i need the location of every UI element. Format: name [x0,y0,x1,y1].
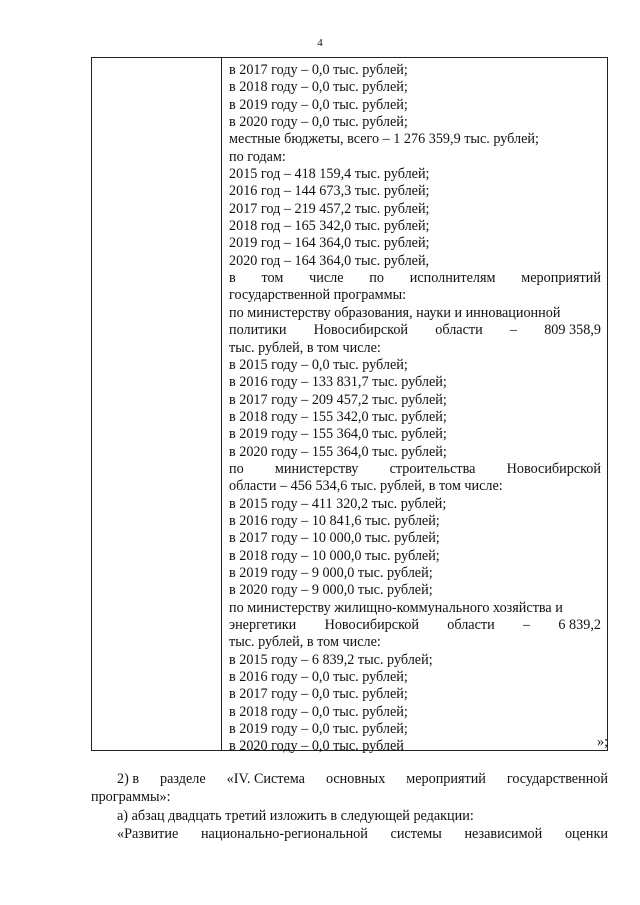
table-line-word: министерству [274,460,359,477]
table-line: 2015 год – 418 159,4 тыс. рублей; [229,166,430,183]
paragraph-word: национально-региональной [200,826,368,842]
table-line: в 2017 году – 0,0 тыс. рублей; [229,62,408,78]
table-line: в 2020 году – 9 000,0 тыс. рублей; [229,582,433,599]
table-line: в 2015 году – 411 320,2 тыс. рублей; [229,495,447,512]
table-left-cell [92,58,222,750]
table-line: 2017 год – 219 457,2 тыс. рублей; [229,200,430,217]
page-number: 4 [317,37,323,49]
table-line-word: числе [309,270,344,287]
paragraph-word: основных [325,771,386,787]
paragraph-word: разделе [160,771,206,787]
table-line: государственной программы: [229,287,407,304]
table-line: в 2017 году – 10 000,0 тыс. рублей; [229,530,440,547]
table-closing-mark: »; [597,734,609,750]
table-line [229,322,601,339]
paragraph-quote-line-1 [117,826,608,843]
table-line: в 2019 году – 0,0 тыс. рублей; [229,721,408,738]
table-line [229,461,601,478]
table-line: по годам: [229,148,286,165]
table-line: в 2020 году – 0,0 тыс. рублей; [229,114,408,131]
table-line [229,270,601,287]
paragraph-word: «IV. Система [226,771,305,787]
table-line: в 2018 году – 0,0 тыс. рублей; [229,703,408,720]
table-line: в 2019 году – 155 364,0 тыс. рублей; [229,426,447,443]
table-line-word: по [229,460,244,477]
table-line: в 2017 году – 209 457,2 тыс. рублей; [229,391,447,408]
table-line: в 2015 году – 0,0 тыс. рублей; [229,356,408,373]
table-line-word: политики [229,322,287,339]
table-line-word: энергетики [229,617,297,633]
table-line: области – 456 534,6 тыс. рублей, в том числе: [229,478,503,495]
table-line: по министерству образования, науки и инновационной [229,304,561,321]
table-line-word: области [447,617,495,633]
table-line-word: области [435,322,483,339]
table-line [229,617,601,634]
paragraph-subitem-a: а) абзац двадцать третий изложить в следующей редакции: [117,808,474,824]
table-line: в 2017 году – 0,0 тыс. рублей; [229,686,408,703]
table-line-word: исполнителям [409,270,496,287]
table-line: в 2016 году – 133 831,7 тыс. рублей; [229,374,447,391]
table-line-word: Новосибирской [506,460,601,477]
table-line: в 2018 году – 10 000,0 тыс. рублей; [229,547,440,564]
table-line-word: – [509,322,517,339]
paragraph-word: мероприятий [406,771,486,787]
paragraph-word: оценки [564,826,608,842]
paragraph-word: независимой [464,826,543,842]
table-line-word: 809 358,9 [544,322,601,339]
paragraph-word: «Развитие [117,826,179,842]
table-line: 2020 год – 164 364,0 тыс. рублей, [229,252,430,269]
table-line: 2019 год – 164 364,0 тыс. рублей; [229,235,430,252]
table-line: в 2015 году – 6 839,2 тыс. рублей; [229,651,433,668]
table-line: в 2016 году – 10 841,6 тыс. рублей; [229,512,440,529]
table-line: местные бюджеты, всего – 1 276 359,9 тыс. рублей; [229,131,539,148]
table-line: в 2020 году – 155 364,0 тыс. рублей; [229,443,447,460]
table-line-word: Новосибирской [324,617,419,633]
table-line: в 2019 году – 0,0 тыс. рублей; [229,96,408,113]
table-line-word: мероприятий [521,270,601,287]
table-line-word: Новосибирской [313,322,409,339]
table-line: 2018 год – 165 342,0 тыс. рублей; [229,218,430,235]
table-line: в 2019 году – 9 000,0 тыс. рублей; [229,564,433,581]
paragraph-word: государственной [506,771,608,787]
paragraph-section-2-line-2: программы»: [91,789,171,805]
paragraph-word: 2) в [117,771,140,787]
table-line: тыс. рублей, в том числе: [229,634,381,651]
table-line-word: по [369,270,384,287]
table-line: по министерству жилищно-коммунального хозяйства и [229,599,563,616]
table-line-word: – [523,617,531,633]
table-line: в 2016 году – 0,0 тыс. рублей; [229,669,408,686]
table-line: тыс. рублей, в том числе: [229,339,381,356]
table-line-word: в [229,270,236,287]
table-right-cell [222,58,607,755]
table-line-word: 6 839,2 [558,617,601,633]
table-line-word: строительства [389,460,476,477]
table-line: в 2018 году – 155 342,0 тыс. рублей; [229,408,447,425]
table-line: в 2018 году – 0,0 тыс. рублей; [229,79,408,96]
paragraph-word: системы [390,826,442,842]
paragraph-section-2-line-1 [117,771,608,788]
table-line: в 2020 году – 0,0 тыс. рублей [229,738,404,755]
table-line: 2016 год – 144 673,3 тыс. рублей; [229,183,430,200]
finance-table [91,57,608,755]
table-line-word: том [261,270,284,287]
